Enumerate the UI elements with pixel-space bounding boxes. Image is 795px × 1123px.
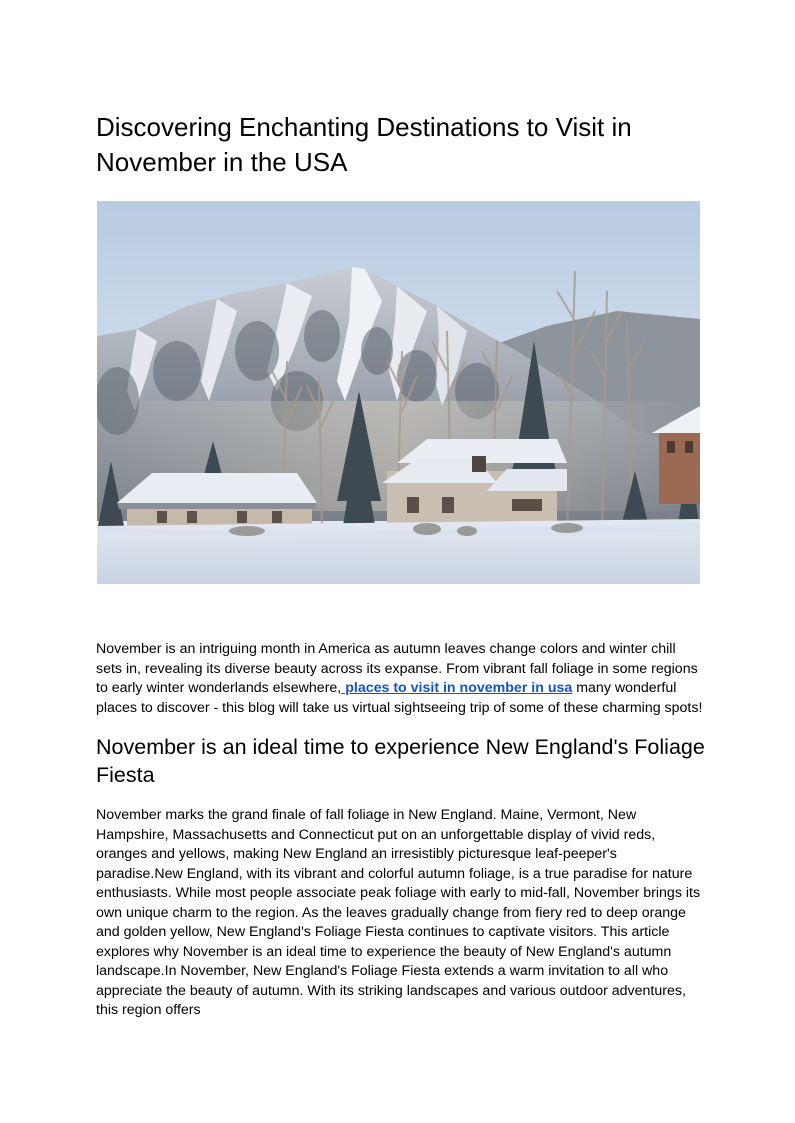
intro-text-after-link: many wonderful places to discover - this blog will take us virtual sightseeing trip of some of these charming spots! <box>96 680 703 716</box>
hero-image-snowy-mountain-lodge <box>97 201 700 584</box>
places-link[interactable]: places to visit in november in usa <box>341 680 573 696</box>
section-heading: November is an ideal time to experience New England's Foliage Fiesta <box>96 735 705 787</box>
section-body-paragraph: November marks the grand finale of fall foliage in New England. Maine, Vermont, New Hampshire, Massachusetts and Connecticut put on an unforgettable display of vivid reds, oranges and yellows, making New England an irresistibly picturesque leaf-peeper's paradise.New England, with its vibrant and colorful autumn foliage, is a true paradise for nature enthusiasts. While most people associate peak foliage with early to mid-fall, November brings its own unique charm to the region. As the leaves gradually change from fiery red to deep orange and golden yellow, New England's Foliage Fiesta continues to captivate visitors. This article explores why November is an ideal time to experience the beauty of New England's autumn landscape.In November, New England's Foliage Fiesta extends a warm invitation to all who appreciate the beauty of autumn. With its striking landscapes and various outdoor adventures, this region offers <box>96 807 701 1018</box>
intro-text-before-link: November is an intriguing month in America as autumn leaves change colors and winter chill sets in, revealing its diverse beauty across its expanse. From vibrant fall foliage in some regions to early winter wonderlands elsewhere, <box>96 641 698 696</box>
intro-paragraph <box>96 640 704 718</box>
page-title: Discovering Enchanting Destinations to Visit in November in the USA <box>96 112 632 177</box>
